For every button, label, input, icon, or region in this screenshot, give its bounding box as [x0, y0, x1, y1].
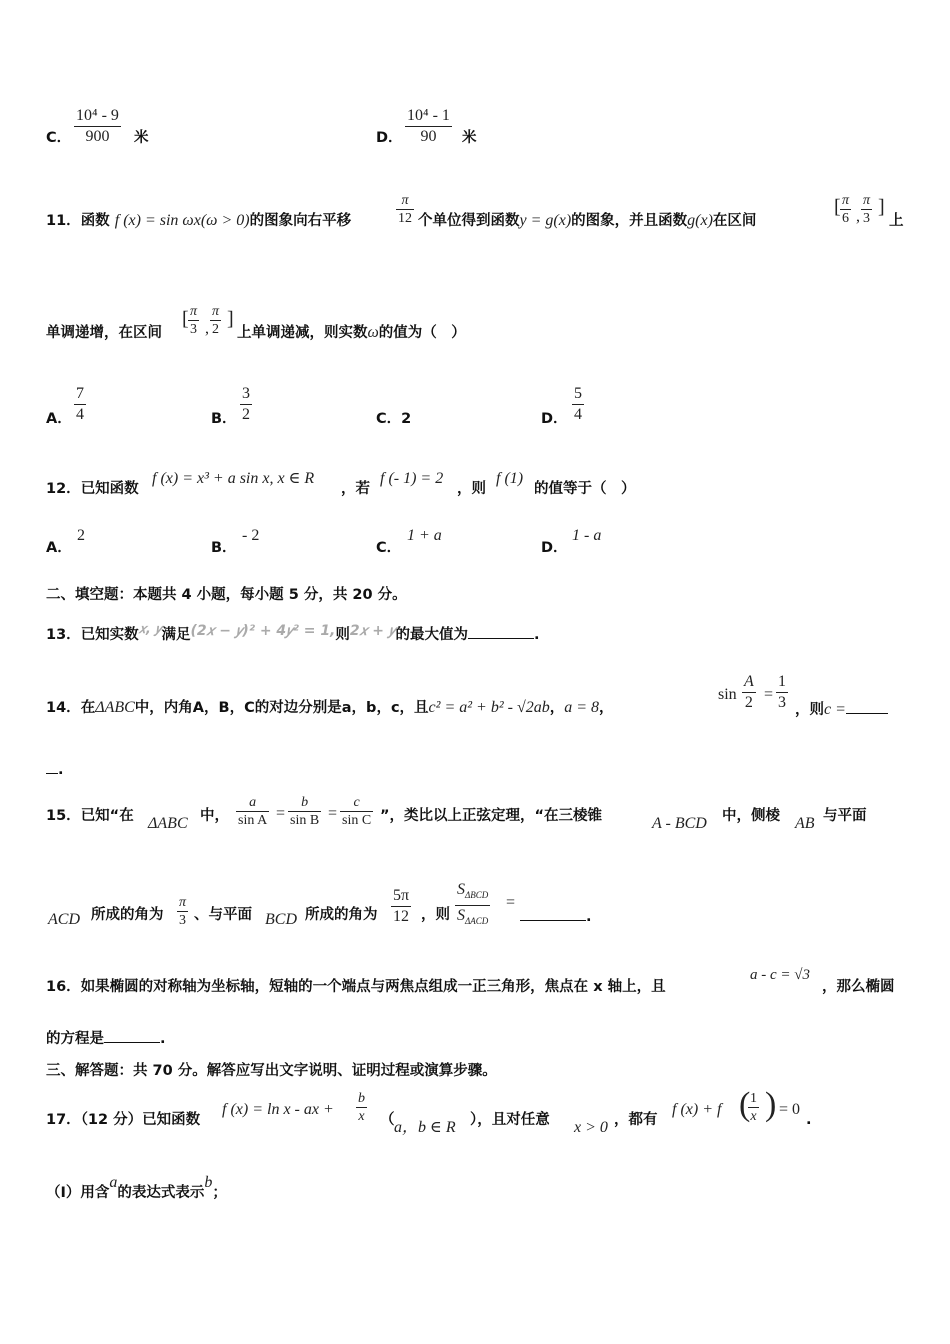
q15-ratio-c: $\frac{c}{\text{sin C}}$ [342, 795, 372, 828]
q12-t3: ，则 [457, 481, 486, 497]
q14-sin: sin [718, 686, 737, 703]
q10-option-d-label: D． [376, 130, 403, 146]
q15-ab: AB [795, 815, 815, 832]
q11-number: 11． [46, 213, 81, 229]
q13-number: 13． [46, 627, 81, 643]
q13-line: 13．已知实数𝑥, 𝑦满足(2𝑥 − 𝑦)² + 4𝑦² = 1,则2𝑥 + 𝑦的最大值为 . [46, 622, 540, 643]
q15-t2: 中， [200, 808, 229, 824]
q16-t2: ，那么椭圆 [822, 979, 895, 995]
q17-x-positive: x > 0 [574, 1119, 608, 1136]
q14-line-tail: ，则c = [795, 698, 888, 720]
q11-line2b: 上单调递减，则实数ω的值为（ ） [237, 324, 466, 341]
q15-angle1: $\frac{\pi}{3}$ [179, 895, 187, 928]
q15-eq: = [506, 894, 516, 911]
q17-number: 17． [46, 1112, 81, 1128]
q11-shift-fraction: $\frac{\pi}{12}$ [398, 193, 412, 226]
q15-t4: 中，侧棱 [722, 808, 780, 824]
q17-part1: （Ⅰ）用含a的表达式表示b； [46, 1174, 227, 1201]
q11-option-a-fraction: $\frac{7}{4}$ [76, 385, 84, 423]
q15-ratio-a: $\frac{a}{\text{sin A}}$ [238, 795, 268, 828]
q17-var-b: b [204, 1174, 213, 1191]
q17-line1: 17．（12 分）已知函数 [46, 1112, 201, 1128]
section-3-heading: 三、解答题：共 70 分。解答应写出文字说明、证明过程或演算步骤。 [46, 1063, 497, 1079]
q15-angle2: $\frac{5\pi}{12}$ [393, 887, 410, 925]
q15-t5: 与平面 [823, 808, 867, 824]
q11-option-a-label: A． [46, 411, 72, 427]
q14-fraction-13: $\frac{1}{3}$ [778, 673, 786, 711]
q11-f2: y = g(x) [519, 212, 572, 229]
q12-option-c-label: C． [376, 540, 402, 556]
q15-number: 15． [46, 808, 81, 824]
q16-line1: 16．如果椭圆的对称轴为坐标轴，短轴的一个端点与两焦点组成一正三角形，焦点在 x 轴上，且 [46, 979, 666, 995]
q15-area-ratio: $S_{\Delta BCD}$ $S_{\Delta ACD}$ [455, 880, 490, 931]
q15-t6: 所成的角为 [91, 907, 164, 923]
q12-option-d-value: 1 - a [572, 527, 602, 544]
q12-option-a-value: 2 [77, 527, 85, 544]
q12-t4: 的值等于（ ） [534, 481, 636, 497]
q17-f2: f (x) + f [672, 1101, 722, 1118]
q12-f2: f (- 1) = 2 [380, 470, 444, 487]
q17-ab-condition: a，b ∈ R [394, 1119, 456, 1136]
q15-t7: 、与平面 [194, 907, 252, 923]
q17-b-over-x: $\frac{b}{x}$ [358, 1091, 365, 1124]
q12-f3: f (1) [496, 470, 524, 487]
q10-option-c-label: C． [46, 130, 72, 146]
q14-equals: = [764, 686, 774, 703]
q14-answer-blank-cont [46, 758, 58, 774]
q11-option-b-label: B． [211, 411, 237, 427]
q12-t2: ，若 [341, 481, 370, 497]
q17-t4: ，都有 [614, 1112, 658, 1128]
q11-f3: g(x) [687, 212, 713, 229]
q11-option-b-fraction: $\frac{3}{2}$ [242, 385, 250, 423]
q10-option-d-fraction: $\frac{\text{10⁴ - 1}}{90}$ [407, 107, 450, 145]
q15-t8: 所成的角为 [305, 907, 378, 923]
q14-line2: . [46, 758, 64, 780]
q11-line2a: 单调递增，在区间 [46, 325, 162, 341]
q12-number: 12． [46, 481, 81, 497]
q10-option-c-fraction: $\frac{\text{10⁴ - 9}}{900}$ [76, 107, 119, 145]
q15-answer-blank [520, 905, 586, 921]
q11-option-d-fraction: $\frac{5}{4}$ [574, 385, 582, 423]
q15-t3: ”，类比以上正弦定理，“在三棱锥 [380, 808, 603, 824]
q12-option-a-label: A． [46, 540, 72, 556]
q17-t5: . [806, 1112, 812, 1128]
q14-fraction-a2: $\frac{A}{2}$ [744, 673, 754, 711]
q12-f1: f (x) = x³ + a sin x, x ∈ R [152, 470, 315, 487]
q10-option-c-unit: 米 [134, 130, 149, 146]
q16-expr: a - c = √3 [750, 967, 811, 983]
q17-f1: f (x) = ln x - ax + [222, 1101, 334, 1118]
q12-line: 12．已知函数 [46, 481, 139, 497]
q11-interval1-upper: $\frac{\pi}{3}$ [863, 193, 871, 226]
q15-ratio-b: $\frac{b}{\text{sin B}}$ [290, 795, 320, 828]
q11-t6: 上 [889, 213, 904, 229]
q16-answer-blank [104, 1027, 160, 1043]
q12-option-c-value: 1 + a [407, 527, 442, 544]
q11-interval2-upper: $\frac{\pi}{2}$ [212, 304, 220, 337]
q10-option-d-unit: 米 [462, 130, 477, 146]
q11-f1: f (x) = sin ωx(ω > 0) [114, 212, 250, 229]
q12-option-d-label: D． [541, 540, 568, 556]
q17-t2: （ [380, 1112, 395, 1128]
q15-acd: ACD [48, 911, 80, 928]
q15-line1: 15．已知“在 [46, 808, 134, 824]
q17-var-a: a [109, 1174, 118, 1191]
q15-pyramid: A - BCD [652, 815, 707, 832]
q15-triangle: ΔABC [148, 815, 188, 832]
q17-t3: ），且对任意 [470, 1112, 550, 1128]
q15-tail: . [520, 905, 592, 927]
q11-line1b: 个单位得到函数y = g(x)的图象，并且函数g(x)在区间 [418, 212, 757, 229]
q11-omega: ω [367, 324, 379, 341]
q16-line2: 的方程是 . [46, 1027, 166, 1049]
q11-interval2-lower: $\frac{\pi}{3}$ [190, 304, 198, 337]
q11-option-c: C．2 [376, 411, 412, 427]
q15-t9: ，则 [421, 907, 450, 923]
q12-option-b-value: - 2 [242, 527, 260, 544]
q11-option-d-label: D． [541, 411, 568, 427]
q11-line1: 11．函数 f (x) = sin ωx(ω > 0)的图象向右平移 [46, 212, 352, 229]
q15-bcd: BCD [265, 911, 297, 928]
q14-answer-blank [846, 698, 888, 714]
q11-interval1-lower: $\frac{\pi}{6}$ [842, 193, 850, 226]
q17-one-over-x: $\frac{1}{x}$ [750, 1091, 757, 1124]
q17-eq0: = 0 [779, 1101, 801, 1118]
q14-number: 14． [46, 700, 81, 716]
q12-option-b-label: B． [211, 540, 237, 556]
section-2-heading: 二、填空题：本题共 4 小题，每小题 5 分，共 20 分。 [46, 587, 407, 603]
q13-answer-blank [468, 623, 534, 639]
q16-number: 16． [46, 979, 81, 995]
q14-line: 14．在ΔABC中，内角A，B，C的对边分别是a，b，c，且c² = a² + b² - √2ab，a = 8， [46, 699, 614, 716]
